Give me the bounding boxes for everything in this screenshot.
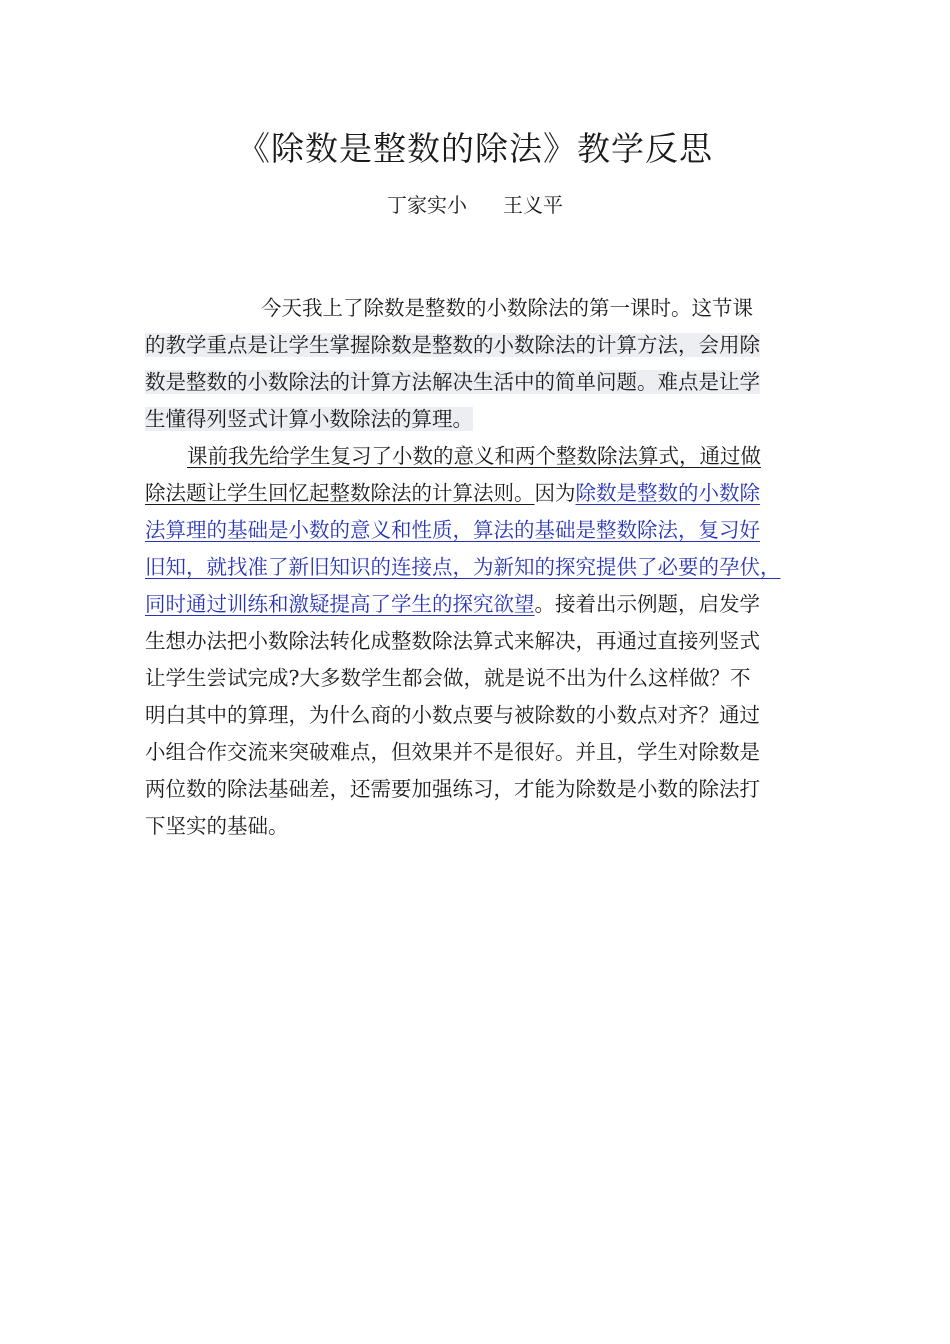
text-run: 下坚实的基础。	[145, 814, 289, 838]
text-run: 两位数的除法基础差，还需要加强练习，才能为除数是小数的除法打	[145, 777, 760, 801]
paragraph-2-line	[145, 438, 825, 475]
paragraph-1-line	[145, 327, 825, 364]
paragraph-2-line	[145, 623, 825, 660]
paragraph-1-line	[145, 364, 825, 401]
paragraph-2-line	[145, 660, 825, 697]
paragraph-2-line	[145, 808, 825, 845]
paragraph-2-line	[145, 734, 825, 771]
author-name: 王义平	[503, 193, 563, 217]
highlighted-text: 生懂得列竖式计算小数除法的算理。	[145, 407, 473, 431]
author-school: 丁家实小	[387, 193, 467, 217]
hyperlink-text[interactable]: 旧知，就找准了新旧知识的连接点，为新知的探究提供了必要的孕伏，	[145, 555, 781, 579]
text-run: 让学生尝试完成?大多数学生都会做，就是说不出为什么这样做？不	[145, 666, 751, 690]
author-line	[0, 188, 950, 222]
paragraph-2-line	[145, 771, 825, 808]
paragraph-2-line	[145, 549, 825, 586]
paragraph-1-line	[145, 290, 825, 327]
highlighted-text: 的教学重点是让学生掌握除数是整数的小数除法的计算方法，会用除	[145, 333, 760, 357]
hyperlink-text[interactable]: 除数是整数的小数除	[575, 481, 760, 505]
text-run: 小组合作交流来突破难点，但效果并不是很好。并且，学生对除数是	[145, 740, 760, 764]
paragraph-2-line	[145, 475, 825, 512]
underlined-text: 除法题让学生回忆起整数除法的计算法则。	[145, 481, 535, 505]
document-body	[145, 290, 825, 845]
hyperlink-text[interactable]: 法算理的基础是小数的意义和性质，算法的基础是整数除法，复习好	[145, 518, 760, 542]
paragraph-1-line	[145, 401, 825, 438]
text-run: 今天我上了除数是整数的小数除法的第一课时。这节课	[261, 296, 753, 320]
text-run: 明白其中的算理，为什么商的小数点要与被除数的小数点对齐？通过	[145, 703, 760, 727]
paragraph-2-line	[145, 586, 825, 623]
highlighted-text: 数是整数的小数除法的计算方法解决生活中的简单问题。难点是让学	[145, 370, 760, 394]
paragraph-2-line	[145, 697, 825, 734]
document-title: 《除数是整数的除法》教学反思	[237, 129, 713, 168]
paragraph-2-line	[145, 512, 825, 549]
hyperlink-text[interactable]: 同时通过训练和激疑提高了学生的探究欲望	[145, 592, 535, 616]
text-run: 因为	[534, 481, 576, 505]
underlined-text: 课前我先给学生复习了小数的意义和两个整数除法算式，通过做	[187, 444, 761, 468]
text-run: 生想办法把小数除法转化成整数除法算式来解决，再通过直接列竖式	[145, 629, 760, 653]
text-run: 。接着出示例题，启发学	[534, 592, 760, 616]
